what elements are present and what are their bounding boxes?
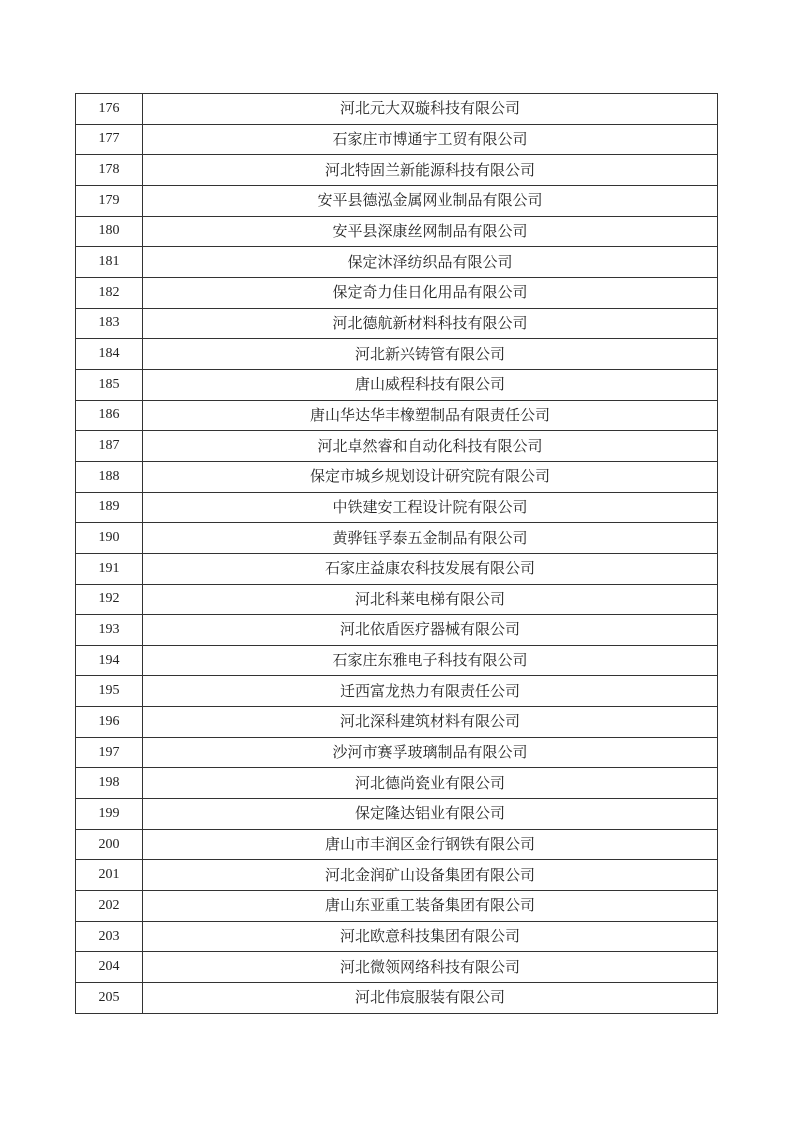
row-number: 190: [76, 523, 143, 554]
table-row: [76, 553, 718, 584]
row-number: 179: [76, 185, 143, 216]
row-number: 181: [76, 247, 143, 278]
table-row: [76, 155, 718, 186]
row-number: 176: [76, 94, 143, 125]
row-number: 183: [76, 308, 143, 339]
row-number: 185: [76, 369, 143, 400]
row-number: 192: [76, 584, 143, 615]
company-name: 河北德尚瓷业有限公司: [143, 768, 718, 799]
row-number: 191: [76, 553, 143, 584]
company-name: 石家庄益康农科技发展有限公司: [143, 553, 718, 584]
row-number: 202: [76, 891, 143, 922]
table-row: [76, 799, 718, 830]
company-name: 唐山威程科技有限公司: [143, 369, 718, 400]
row-number: 177: [76, 124, 143, 155]
company-name: 安平县深康丝网制品有限公司: [143, 216, 718, 247]
company-name: 安平县德泓金属网业制品有限公司: [143, 185, 718, 216]
table-row: [76, 339, 718, 370]
row-number: 187: [76, 431, 143, 462]
company-name: 保定隆达铝业有限公司: [143, 799, 718, 830]
table-row: [76, 216, 718, 247]
table-row: [76, 952, 718, 983]
table-row: [76, 737, 718, 768]
company-name: 河北依盾医疗器械有限公司: [143, 615, 718, 646]
table-row: [76, 921, 718, 952]
table-row: [76, 308, 718, 339]
company-name: 河北德航新材料科技有限公司: [143, 308, 718, 339]
company-name: 河北金润矿山设备集团有限公司: [143, 860, 718, 891]
table-row: [76, 860, 718, 891]
table-row: [76, 94, 718, 125]
row-number: 195: [76, 676, 143, 707]
company-name: 河北深科建筑材料有限公司: [143, 707, 718, 738]
company-name: 河北新兴铸管有限公司: [143, 339, 718, 370]
table-row: [76, 983, 718, 1014]
row-number: 196: [76, 707, 143, 738]
table-row: [76, 492, 718, 523]
row-number: 189: [76, 492, 143, 523]
row-number: 194: [76, 645, 143, 676]
table-row: [76, 707, 718, 738]
company-name: 唐山东亚重工装备集团有限公司: [143, 891, 718, 922]
table-row: [76, 645, 718, 676]
row-number: 205: [76, 983, 143, 1014]
row-number: 201: [76, 860, 143, 891]
row-number: 199: [76, 799, 143, 830]
company-name: 沙河市赛孚玻璃制品有限公司: [143, 737, 718, 768]
company-name: 唐山华达华丰橡塑制品有限责任公司: [143, 400, 718, 431]
row-number: 184: [76, 339, 143, 370]
company-name: 河北微领网络科技有限公司: [143, 952, 718, 983]
company-name: 河北卓然睿和自动化科技有限公司: [143, 431, 718, 462]
company-name: 河北伟宸服装有限公司: [143, 983, 718, 1014]
table-row: [76, 124, 718, 155]
table-row: [76, 768, 718, 799]
row-number: 204: [76, 952, 143, 983]
row-number: 186: [76, 400, 143, 431]
company-name: 中铁建安工程设计院有限公司: [143, 492, 718, 523]
table-row: [76, 676, 718, 707]
row-number: 203: [76, 921, 143, 952]
table-row: [76, 461, 718, 492]
company-name: 迁西富龙热力有限责任公司: [143, 676, 718, 707]
row-number: 180: [76, 216, 143, 247]
table-row: [76, 615, 718, 646]
table-row: [76, 369, 718, 400]
row-number: 197: [76, 737, 143, 768]
table-row: [76, 584, 718, 615]
row-number: 182: [76, 277, 143, 308]
table-row: [76, 400, 718, 431]
table-row: [76, 247, 718, 278]
table-row: [76, 891, 718, 922]
row-number: 193: [76, 615, 143, 646]
company-name: 保定市城乡规划设计研究院有限公司: [143, 461, 718, 492]
table-row: [76, 277, 718, 308]
company-name: 保定奇力佳日化用品有限公司: [143, 277, 718, 308]
row-number: 198: [76, 768, 143, 799]
row-number: 200: [76, 829, 143, 860]
row-number: 178: [76, 155, 143, 186]
table-row: [76, 185, 718, 216]
company-name: 河北欧意科技集团有限公司: [143, 921, 718, 952]
company-name: 唐山市丰润区金行钢铁有限公司: [143, 829, 718, 860]
row-number: 188: [76, 461, 143, 492]
company-name: 河北元大双璇科技有限公司: [143, 94, 718, 125]
company-name: 石家庄东雅电子科技有限公司: [143, 645, 718, 676]
company-name: 保定沐泽纺织品有限公司: [143, 247, 718, 278]
company-name: 黄骅钰孚泰五金制品有限公司: [143, 523, 718, 554]
company-name: 河北特固兰新能源科技有限公司: [143, 155, 718, 186]
company-name: 河北科莱电梯有限公司: [143, 584, 718, 615]
table-row: [76, 829, 718, 860]
table-row: [76, 431, 718, 462]
table-body: [76, 94, 718, 1014]
company-list-table: [75, 93, 718, 1014]
company-name: 石家庄市博通宇工贸有限公司: [143, 124, 718, 155]
table-row: [76, 523, 718, 554]
